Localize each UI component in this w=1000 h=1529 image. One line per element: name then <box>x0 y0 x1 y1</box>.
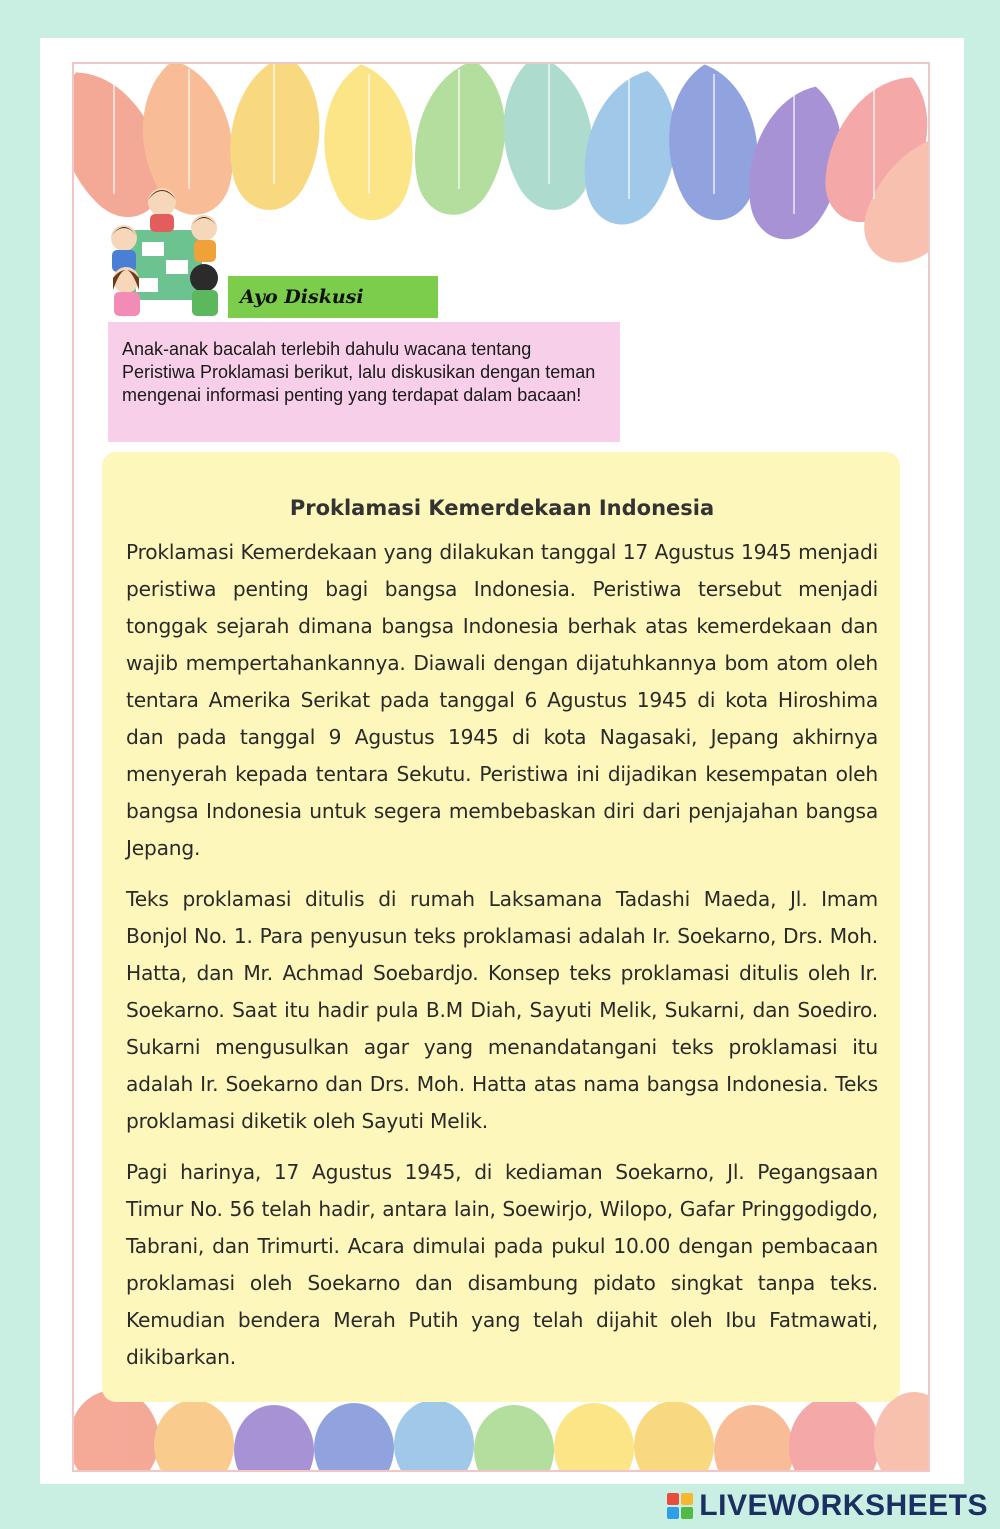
reading-paragraph-2: Teks proklamasi ditulis di rumah Laksamana Tadashi Maeda, Jl. Imam Bonjol No. 1. Para penyusun teks proklamasi adalah Ir. Soekarno, Drs. Moh. Hatta, dan Mr. Achmad Soebardjo. Konsep teks proklamasi ditulis oleh Ir. Soekarno. Saat itu hadir pula B.M Diah, Sayuti Melik, Sukarni, dan Soediro. Sukarni mengusulkan agar yang menandatangani teks proklamasi itu adalah Ir. Soekarno dan Drs. Moh. Hatta atas nama bangsa Indonesia. Teks proklamasi diketik oleh Sayuti Melik. <box>126 887 878 1133</box>
reading-passage <box>102 452 900 1402</box>
reading-paragraph-3: Pagi harinya, 17 Agustus 1945, di kediaman Soekarno, Jl. Pegangsaan Timur No. 56 telah hadir, antara lain, Soewirjo, Wilopo, Gafar Pringgodigdo, Tabrani, dan Trimurti. Acara dimulai pada pukul 10.00 dengan pembacaan proklamasi oleh Soekarno dan disambung pidato singkat tanpa teks. Kemudian bendera Merah Putih yang telah dijahit oleh Ibu Fatmawati, dikibarkan. <box>126 1160 878 1369</box>
instruction-text: Anak-anak bacalah terlebih dahulu wacana tentang Peristiwa Proklamasi berikut, lalu diskusikan dengan teman mengenai informasi penting yang terdapat dalam bacaan! <box>122 339 596 405</box>
kids-discussion-illustration <box>104 180 224 320</box>
instruction-box <box>108 322 620 442</box>
brand-text: LIVEWORKSHEETS <box>699 1489 988 1522</box>
liveworksheets-logo-icon <box>667 1493 693 1519</box>
ayo-diskusi-label: Ayo Diskusi <box>240 286 364 308</box>
reading-paragraph-1: Proklamasi Kemerdekaan yang dilakukan tanggal 17 Agustus 1945 menjadi peristiwa penting bagi bangsa Indonesia. Peristiwa tersebut menjadi tonggak sejarah dimana bangsa Indonesia berhak atas kemerdekaan dan wajib mempertahankannya. Diawali dengan dijatuhkannya bom atom oleh tentara Amerika Serikat pada tanggal 6 Agustus 1945 di kota Hiroshima dan pada tanggal 9 Agustus 1945 di kota Nagasaki, Jepang akhirnya menyerah kepada tentara Sekutu. Peristiwa ini dijadikan kesempatan oleh bangsa Indonesia untuk segera membebaskan diri dari penjajahan bangsa Jepang. <box>126 540 878 860</box>
liveworksheets-brand[interactable] <box>667 1488 988 1524</box>
ayo-diskusi-banner <box>228 276 438 318</box>
reading-title: Proklamasi Kemerdekaan Indonesia <box>289 496 715 520</box>
